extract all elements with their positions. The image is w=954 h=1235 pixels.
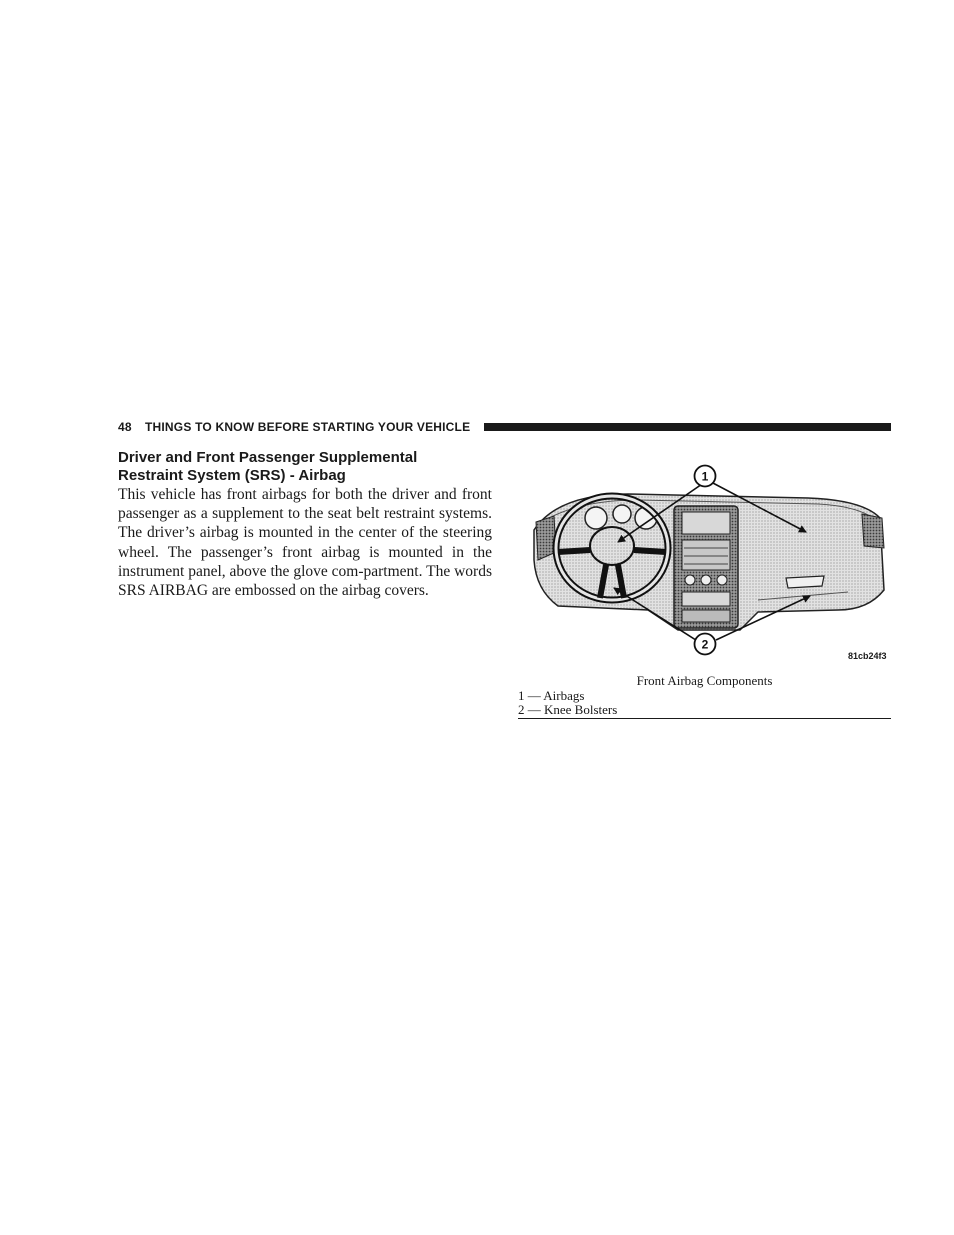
section-heading xyxy=(118,449,498,485)
figure-caption xyxy=(518,674,891,718)
page-header xyxy=(118,419,891,435)
callout-1-label: 1 xyxy=(701,469,709,484)
right-vent-icon xyxy=(862,514,884,548)
caption-divider xyxy=(518,718,891,719)
glove-box-handle xyxy=(786,576,824,588)
body-paragraph: This vehicle has front airbags for both the driver and front passenger as a supplement to the seat belt restraint systems. The driver’s airbag is mounted in the center of the steering wheel. The passenger’s front airbag is mounted in the instrument panel, above the glove com-partment. The words SRS AIRBAG are embossed on the airbag covers. xyxy=(118,486,492,600)
callout-2-label: 2 xyxy=(701,637,709,652)
heading-line-1: Driver and Front Passenger Supplemental xyxy=(118,449,418,466)
header-rule-bar xyxy=(484,423,891,431)
legend-item: 1 — Airbags xyxy=(518,687,585,703)
gauge-left-icon xyxy=(585,507,607,529)
section-title: THINGS TO KNOW BEFORE STARTING YOUR VEHICLE xyxy=(145,420,471,434)
dashboard-drawing xyxy=(518,460,891,672)
heading-line-2: Restraint System (SRS) - Airbag xyxy=(118,467,346,484)
page-number: 48 xyxy=(118,420,132,434)
caption-title: Front Airbag Components xyxy=(636,673,773,688)
gauge-center-icon xyxy=(613,505,631,523)
image-code: 81cb24f3 xyxy=(848,651,887,661)
legend-item: 2 — Knee Bolsters xyxy=(518,702,618,717)
dashboard-illustration xyxy=(518,460,891,672)
